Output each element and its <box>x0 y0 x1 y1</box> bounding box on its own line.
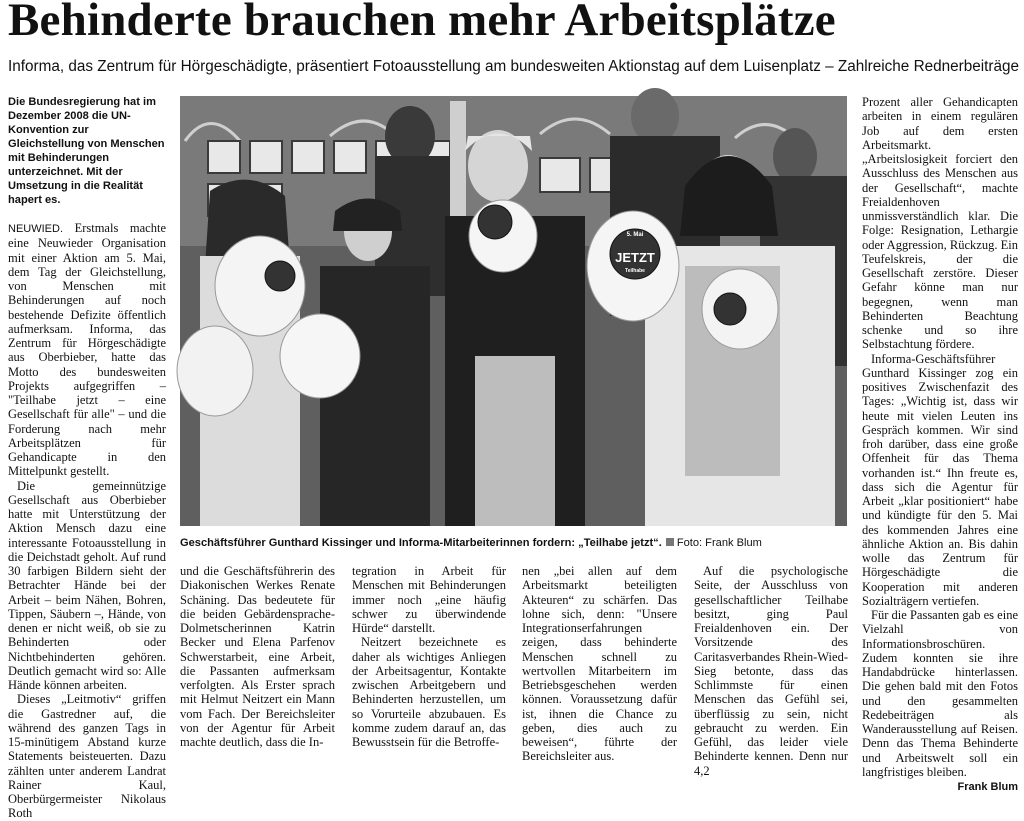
column-6 <box>862 95 1018 793</box>
body-paragraph: Informa-Geschäftsführer Gunthard Kissinger zog ein positives Zwischenfazit des Tages: „Wichtig ist, dass wir heute mit vielen Leuten ins Gespräch kommen. Wir sind froh darüber, dass eine große Offenheit für das Thema vorhanden ist.“ Ihn freute es, dass sich die Agentur für Arbeit „klar positioniert“ habe und kündigte für den 5. Mai des kommenden Jahres eine ähnliche Aktion an. Bis dahin wolle das Zentrum für Hörgeschädigte die Kooperation mit anderen Sozialträgern vertiefen. <box>862 351 1018 608</box>
body-paragraph: Auf die psychologische Seite, der Ausschluss von gesellschaftlicher Teilhabe besitzt, ging Paul Freialdenhoven ein. Der Vorsitzende des Caritasverbandes Rhein-Wied-Sieg betonte, dass das Schlimmste für einen Menschen das Gefühl sei, überflüssig zu sein, nicht gebraucht zu werden. Ein Gefühl, das leider viele Behinderte kennen. Denn nur 4,2 <box>694 564 848 778</box>
body-paragraph: Für die Passanten gab es eine Vielzahl von Informationsbroschüren. Zudem konnten sie ihre Handabdrücke hinterlassen. Die gehen bald mit den Fotos und den gesammelten Redebeiträgen als Wanderausstellung auf Reisen. Denn das Thema Behinderte und Arbeitswelt soll ein langfristiges bleiben. <box>862 608 1018 779</box>
dateline: NEUWIED. <box>8 223 63 235</box>
column-1 <box>8 95 166 821</box>
balloon-theme: Teilhabe <box>625 268 645 274</box>
body-paragraph: Die gemeinnützige Gesellschaft aus Oberbieber hatte mit Unterstützung der Aktion Mensch dazu eine interessante Fotoausstellung in die Deichstadt geholt. Auf rund 30 farbigen Bildern sieht der Betrachter Hände bei der Arbeit – beim Nähen, Bohren, Tippen, Säubern –, Hände, von denen er nicht weiß, ob sie zu Behinderten oder Nichtbehinderten gehören. Deutlich gemacht wird so: Alle Hände können arbeiten. <box>8 478 166 692</box>
column-4 <box>522 564 677 764</box>
body-paragraph: Neitzert bezeichnete es daher als wichtiges Anliegen der Arbeitsagentur, Kontakte zwischen Arbeitgebern und Behinderten herzustellen, um so Vorurteile abzubauen. Es komme zudem darauf an, das Bewusstsein für die Betroffe- <box>352 635 506 749</box>
body-paragraph: nen „bei allen auf dem Arbeitsmarkt beteiligten Akteuren“ zu schärfen. Das lohne sich, denn: "Unsere Integrationserfahrungen zeigen, dass behinderte Menschen schnell zu wertvollen Mitarbeitern im Betriebsgeschehen werden können. Voraussetzung dafür ist, ihnen die Chance zu geben, dies auch zu beweisen“, führte der Bereichsleiter aus. <box>522 564 677 764</box>
body-paragraph: Dieses „Leitmotiv“ griffen die Gastredner auf, die während des ganzen Tags in 15-minütigem Abstand kurze Statements beisteuerten. Dazu zählten unter anderem Landrat Rainer Kaul, Oberbürgermeister Nikolaus Roth <box>8 692 166 821</box>
body-paragraph: und die Geschäftsführerin des Diakonischen Werkes Renate Schäning. Das bedeutete für die beiden Gebärdensprache-Dolmetscherinnen Katrin Becker und Elena Parfenov Schwerstarbeit, eine Arbeit, die Passanten aufmerksam verfolgten. Als Erster sprach mit Helmut Neitzert ein Mann vom Fach. Der Bereichsleiter von der Agentur für Arbeit machte deutlich, dass die In- <box>180 564 335 749</box>
column-5 <box>694 564 848 778</box>
headline: Behinderte brauchen mehr Arbeitsplätze <box>8 0 836 46</box>
photo-caption <box>180 536 850 550</box>
caption-text: Geschäftsführer Gunthard Kissinger und Informa-Mitarbeiterinnen fordern: „Teilhabe jetzt“. <box>180 537 662 549</box>
body-paragraph: tegration in Arbeit für Menschen mit Behinderungen immer noch „eine häufig schwer zu überwindende Hürde“ darstellt. <box>352 564 506 635</box>
credit-square-icon <box>666 538 674 546</box>
column-3 <box>352 564 506 754</box>
article-photo <box>180 96 847 526</box>
balloon-date: 5. Mai <box>626 232 644 238</box>
photo-credit: Foto: Frank Blum <box>676 537 762 549</box>
balloon-slogan: JETZT <box>615 250 655 265</box>
body-paragraph: Prozent aller Gehandicapten arbeiten in einem regulären Job auf dem ersten Arbeitsmarkt. „Arbeitslosigkeit forciert den Ausschluss des Menschen aus der Gesellschaft“, machte Freialdenhoven unmissverständlich klar. Die Folge: Resignation, Lethargie oder Aggression, Rückzug. Ein Teufelskreis, der die Gesellschaft zerstöre. Dieser Gefahr könne man nur begegnen, wenn man Behinderten Beachtung schenke und so ihre Selbstachtung fördere. <box>862 95 1018 352</box>
subheadline: Informa, das Zentrum für Hörgeschädigte, präsentiert Fotoausstellung am bundesweiten Aktionstag auf dem Luisenplatz – Zahlreiche Rednerbeiträge <box>8 58 1020 75</box>
body-paragraph: NEUWIED. Erstmals machte eine Neuwieder Organisation mit einer Aktion am 5. Mai, dem Tag der Gleichstellung, von Menschen mit Behinderungen auf noch bestehende Defizite öffentlich aufmerksam. Informa, das Zentrum für Hörgeschädigte aus Oberbieber, hatte das Motto des bundesweiten Projekts aufgegriffen – "Teilhabe jetzt – eine Gesellschaft für alle" – und die Forderung nach mehr Arbeitsplätzen für Gehandicapte in den Mittelpunkt gestellt. <box>8 221 166 479</box>
column-2 <box>180 564 335 754</box>
author-signature: Frank Blum <box>957 781 1018 793</box>
lead-paragraph: Die Bundesregierung hat im Dezember 2008 die UN-Konvention zur Gleichstellung von Menschen mit Behinderungen unterzeichnet. Mit der Umsetzung in die Realität hapert es. <box>8 96 165 206</box>
